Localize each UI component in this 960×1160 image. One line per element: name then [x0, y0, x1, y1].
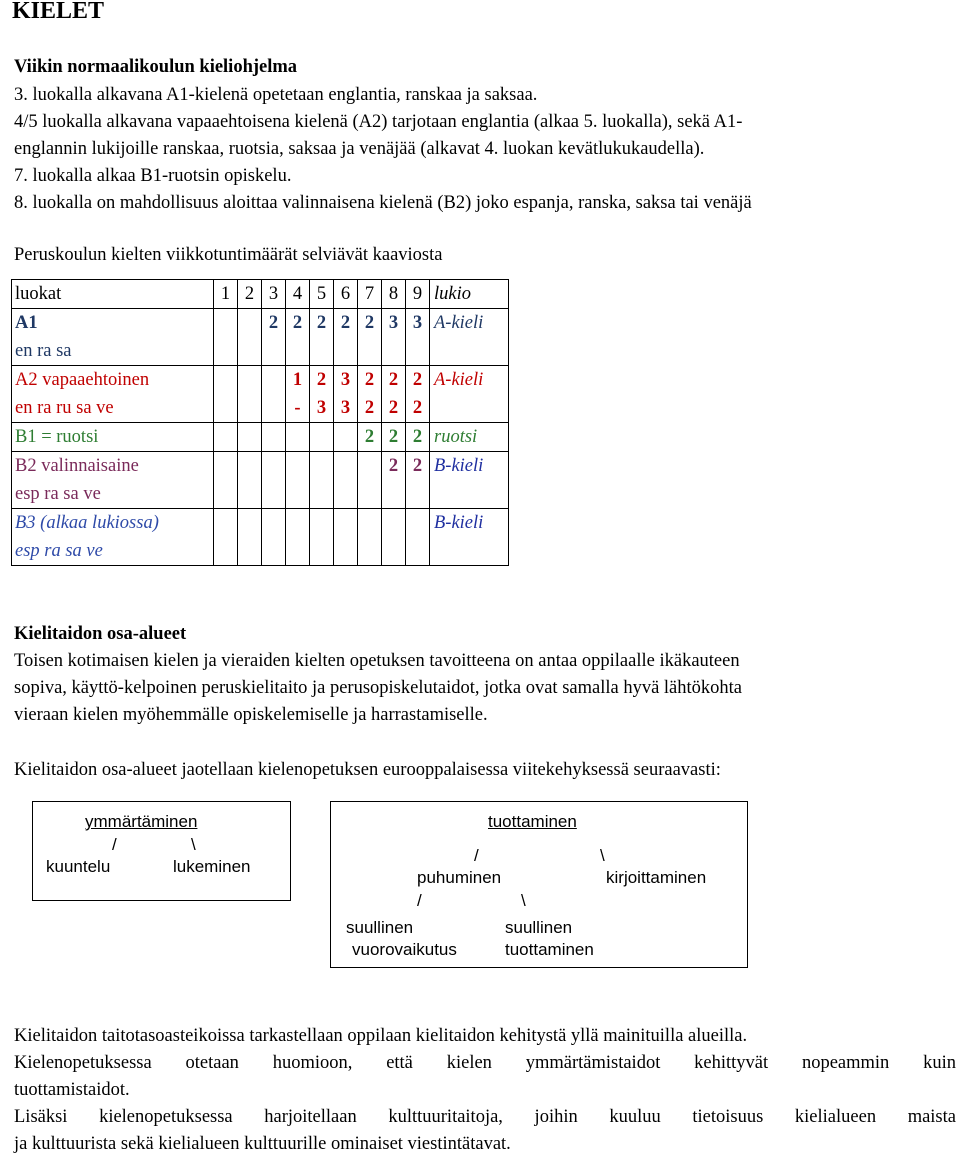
closing-line: Kielitaidon taitotasoasteikoissa tarkastellaan oppilaan kielitaidon kehitystä yllä mainituilla alueilla. — [14, 1026, 748, 1046]
hours-cell — [286, 452, 310, 509]
hours-cell — [406, 366, 430, 423]
hours-cell — [334, 423, 358, 452]
hours-cell — [310, 452, 334, 509]
program-line: 4/5 luokalla alkavana vapaaehtoisena kielenä (A2) tarjotaan englantia (alkaa 5. luokalla), sekä A1- — [14, 112, 743, 132]
hours-value: 2 — [364, 370, 375, 390]
hours-cell — [310, 423, 334, 452]
hours-cell — [358, 366, 382, 423]
lukio-cell — [430, 509, 509, 566]
skills-paragraph-line: vieraan kielen myöhemmälle opiskelemiselle ja harrastamiselle. — [14, 705, 488, 725]
hours-value: 2 — [412, 427, 423, 447]
table-header-row — [12, 280, 509, 309]
hours-cell — [382, 309, 406, 366]
closing-line: Lisäksi kielenopetuksessa harjoitellaan kulttuuritaitoja, joihin kuuluu tietoisuus kielialueen maista — [14, 1107, 956, 1127]
hours-cell — [382, 423, 406, 452]
table-row — [12, 509, 509, 566]
program-line: 3. luokalla alkavana A1-kielenä opetetaan englantia, ranskaa ja saksaa. — [14, 85, 538, 105]
header-text: 3 — [268, 284, 279, 304]
hours-value: 2 — [340, 313, 351, 333]
hours-value: - — [294, 398, 301, 418]
row-label-line: esp ra sa ve — [15, 541, 103, 561]
hours-cell — [214, 509, 238, 566]
hours-cell — [334, 509, 358, 566]
header-text: 7 — [364, 284, 375, 304]
hours-value: 2 — [364, 398, 375, 418]
header-text: 4 — [292, 284, 303, 304]
header-grade — [382, 280, 406, 309]
header-text: 2 — [244, 284, 255, 304]
header-lukio — [430, 280, 509, 309]
backslash: \ — [521, 891, 526, 910]
header-text: luokat — [15, 284, 62, 304]
table-row — [12, 309, 509, 366]
hours-cell — [214, 309, 238, 366]
hours-cell — [406, 452, 430, 509]
hours-cell — [382, 509, 406, 566]
hours-cell — [286, 309, 310, 366]
lukio-cell — [430, 452, 509, 509]
hours-cell — [214, 423, 238, 452]
hours-cell — [358, 509, 382, 566]
speaking-label: puhuminen — [417, 868, 502, 887]
understanding-box — [32, 801, 291, 901]
hours-cell — [358, 309, 382, 366]
hours-cell — [358, 423, 382, 452]
reading-label: lukeminen — [173, 857, 251, 876]
skills-paragraph-line: Toisen kotimaisen kielen ja vieraiden kielten opetuksen tavoitteena on antaa oppilaalle ikäkauteen — [14, 651, 740, 671]
hours-cell — [238, 423, 262, 452]
lesson-hours-table — [11, 279, 509, 566]
closing-line: tuottamistaidot. — [14, 1080, 130, 1100]
row-label — [12, 309, 214, 366]
row-label-line: en ra sa — [15, 341, 72, 361]
hours-cell — [382, 366, 406, 423]
hours-cell — [406, 309, 430, 366]
hours-cell — [238, 452, 262, 509]
hours-cell — [214, 452, 238, 509]
hours-cell — [286, 509, 310, 566]
row-label-line: B3 (alkaa lukiossa) — [15, 513, 159, 533]
hours-value: 2 — [388, 398, 399, 418]
writing-label: kirjoittaminen — [606, 868, 707, 887]
hours-value: 2 — [388, 456, 399, 476]
hours-cell — [310, 366, 334, 423]
slash: / — [474, 846, 479, 865]
hours-cell — [286, 366, 310, 423]
hours-value: 3 — [340, 370, 351, 390]
hours-value: 2 — [388, 427, 399, 447]
lukio-value: ruotsi — [434, 427, 478, 447]
row-label — [12, 366, 214, 423]
hours-cell — [262, 509, 286, 566]
hours-cell — [310, 509, 334, 566]
header-grade — [406, 280, 430, 309]
header-grade — [262, 280, 286, 309]
hours-value: 2 — [412, 370, 423, 390]
header-grade — [334, 280, 358, 309]
listening-label: kuuntelu — [46, 857, 111, 876]
lukio-cell — [430, 366, 509, 423]
header-grade — [238, 280, 262, 309]
hours-value: 2 — [316, 313, 327, 333]
hours-value: 3 — [340, 398, 351, 418]
hours-cell — [334, 366, 358, 423]
backslash: \ — [191, 835, 196, 854]
row-label-line: B1 = ruotsi — [15, 427, 99, 447]
framework-intro: Kielitaidon osa-alueet jaotellaan kielenopetuksen eurooppalaisessa viitekehyksessä seuraavasti: — [14, 760, 721, 780]
hours-cell — [262, 309, 286, 366]
header-grade — [358, 280, 382, 309]
header-text: 9 — [412, 284, 423, 304]
table-row — [12, 423, 509, 452]
chart-intro: Peruskoulun kielten viikkotuntimäärät selviävät kaaviosta — [14, 245, 443, 265]
slash: / — [417, 891, 422, 910]
hours-value: 2 — [388, 370, 399, 390]
lukio-value: A-kieli — [434, 313, 484, 333]
program-heading: Viikin normaalikoulun kieliohjelma — [14, 57, 298, 77]
hours-cell — [238, 309, 262, 366]
closing-line: ja kulttuurista sekä kielialueen kulttuurille ominaiset viestintätavat. — [14, 1134, 511, 1154]
backslash: \ — [600, 846, 605, 865]
hours-cell — [262, 366, 286, 423]
spoken-production-label-2: tuottaminen — [505, 940, 594, 959]
row-label-line: en ra ru sa ve — [15, 398, 114, 418]
hours-cell — [406, 423, 430, 452]
spoken-interaction-label-2: vuorovaikutus — [352, 940, 457, 959]
table-row — [12, 452, 509, 509]
hours-value: 2 — [292, 313, 303, 333]
header-grade — [310, 280, 334, 309]
hours-value: 2 — [268, 313, 279, 333]
row-label-line: A1 — [15, 313, 38, 333]
program-line: 8. luokalla on mahdollisuus aloittaa valinnaisena kielenä (B2) joko espanja, ranska, saksa tai venäjä — [14, 193, 752, 213]
header-text: 6 — [340, 284, 351, 304]
production-title: tuottaminen — [488, 812, 577, 831]
row-label — [12, 452, 214, 509]
table-row — [12, 366, 509, 423]
slash: / — [112, 835, 117, 854]
hours-cell — [214, 366, 238, 423]
hours-value: 3 — [412, 313, 423, 333]
lukio-cell — [430, 423, 509, 452]
lukio-value: B-kieli — [434, 513, 484, 533]
row-label-line: B2 valinnaisaine — [15, 456, 139, 476]
hours-value: 2 — [412, 456, 423, 476]
header-text: 5 — [316, 284, 327, 304]
lukio-cell — [430, 309, 509, 366]
hours-cell — [262, 423, 286, 452]
hours-cell — [382, 452, 406, 509]
hours-value: 2 — [364, 313, 375, 333]
hours-cell — [238, 366, 262, 423]
hours-value: 3 — [388, 313, 399, 333]
hours-cell — [406, 509, 430, 566]
row-label — [12, 423, 214, 452]
hours-cell — [238, 509, 262, 566]
page-title: KIELET — [12, 0, 105, 24]
hours-cell — [334, 452, 358, 509]
program-line: englannin lukijoille ranskaa, ruotsia, saksaa ja venäjää (alkavat 4. luokan kevätlukukaudella). — [14, 139, 705, 159]
hours-value: 2 — [316, 370, 327, 390]
spoken-production-label-1: suullinen — [505, 918, 573, 937]
row-label — [12, 509, 214, 566]
program-line: 7. luokalla alkaa B1-ruotsin opiskelu. — [14, 166, 292, 186]
row-label-line: A2 vapaaehtoinen — [15, 370, 150, 390]
hours-cell — [310, 309, 334, 366]
hours-value: 1 — [292, 370, 303, 390]
row-label-line: esp ra sa ve — [15, 484, 101, 504]
skills-heading: Kielitaidon osa-alueet — [14, 624, 187, 644]
header-text: 8 — [388, 284, 399, 304]
hours-value: 3 — [316, 398, 327, 418]
hours-cell — [334, 309, 358, 366]
header-grade — [286, 280, 310, 309]
spoken-interaction-label-1: suullinen — [346, 918, 414, 937]
header-text: 1 — [220, 284, 231, 304]
hours-cell — [358, 452, 382, 509]
closing-line: Kielenopetuksessa otetaan huomioon, että kielen ymmärtämistaidot kehittyvät nopeammin kuin — [14, 1053, 956, 1073]
understanding-title: ymmärtäminen — [85, 812, 198, 831]
skills-paragraph-line: sopiva, käyttö-kelpoinen peruskielitaito ja perusopiskelutaidot, jotka ovat samalla hyvä lähtökohta — [14, 678, 743, 698]
lukio-value: B-kieli — [434, 456, 484, 476]
header-grade — [214, 280, 238, 309]
lukio-value: A-kieli — [434, 370, 484, 390]
header-text: lukio — [434, 284, 471, 304]
production-box — [330, 801, 748, 968]
hours-cell — [286, 423, 310, 452]
hours-value: 2 — [412, 398, 423, 418]
header-label — [12, 280, 214, 309]
hours-cell — [262, 452, 286, 509]
hours-value: 2 — [364, 427, 375, 447]
